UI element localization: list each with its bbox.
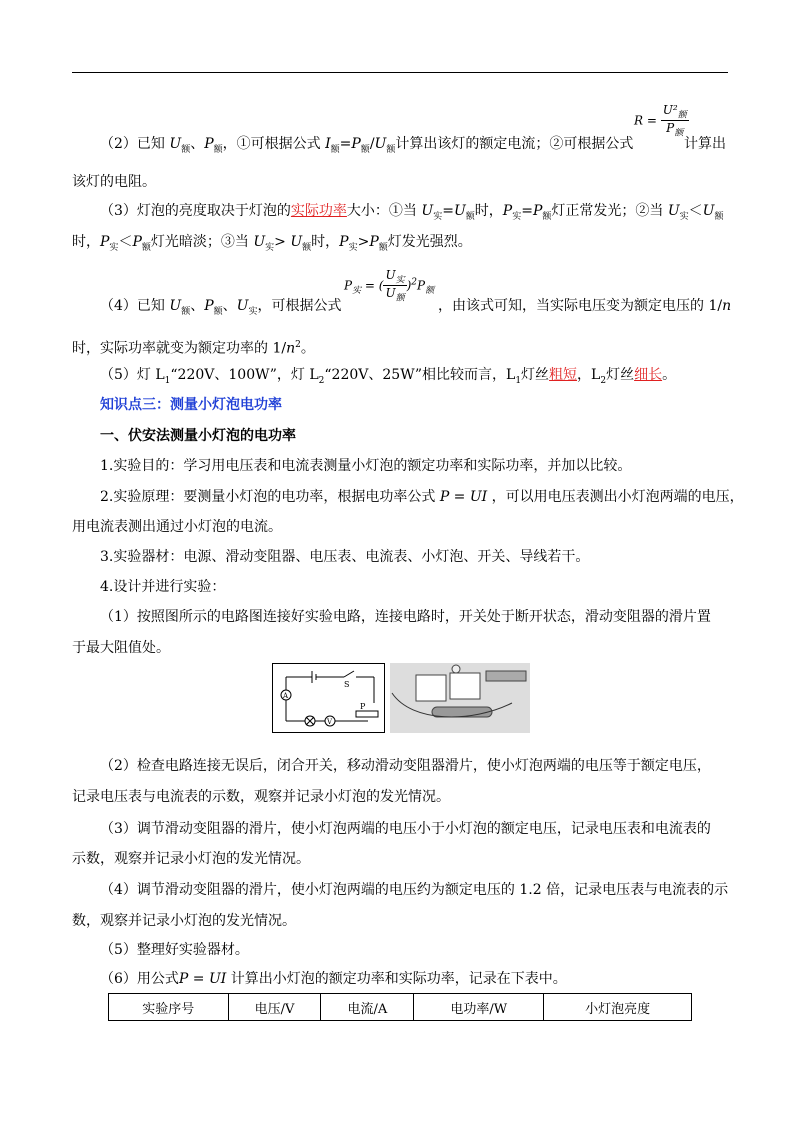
svg-text:P: P [360,702,366,711]
paragraph-2-line1: （2）已知 $U_额$、$P_额$，①可根据公式 $I_额=P_额/U_额$计算出该灯的额定电流；②可根据公式 [100,136,634,155]
table-header-cell: 小灯泡亮度 [544,994,692,1021]
data-table [108,993,692,1021]
circuit-diagram [272,663,530,733]
principle-line1: 2.实验原理：要测量小灯泡的电功率，根据电功率公式 P = UI ，可以用电压表测出小灯泡两端的电压， [100,489,744,505]
step-4-line1: （4）调节滑动变阻器的滑片，使小灯泡两端的电压约为额定电压的 1.2 倍，记录电压表与电流表的示 [100,882,729,898]
procedure-title: 4.设计并进行实验： [100,579,226,595]
svg-text:A: A [283,692,289,700]
equipment: 3.实验器材：电源、滑动变阻器、电压表、电流表、小灯泡、开关、导线若干。 [100,549,590,565]
paragraph-4-tail: ，由该式可知，当实际电压变为额定电压的 1/n [438,298,732,314]
paragraph-4-line1: （4）已知 $U_额$、$P_额$、$U_实$，可根据公式 [100,298,342,317]
table-header-cell: 电流/A [321,994,414,1021]
table-header-row [109,994,692,1021]
step-1-line1: （1）按照图所示的电路图连接好实验电路，连接电路时，开关处于断开状态，滑动变阻器的滑片置 [100,609,711,625]
step-5: （5）整理好实验器材。 [100,942,249,958]
table-header-cell: 电压/V [228,994,321,1021]
actual-power-formula: $P_实$ = ( $\frac{U_实}{U_额}$ )$^2P_额$ [344,268,435,304]
step-2-line2: 记录电压表与电流表的示数，观察并记录小灯泡的发光情况。 [72,789,450,805]
svg-text:S: S [344,680,350,689]
step-2-line1: （2）检查电路连接无误后，闭合开关，移动滑动变阻器滑片，使小灯泡两端的电压等于额定电压， [100,758,711,774]
step-1-line2: 于最大阻值处。 [72,640,170,656]
step-3-line1: （3）调节滑动变阻器的滑片，使小灯泡两端的电压小于小灯泡的额定电压，记录电压表和电流表的 [100,821,711,837]
step-3-line2: 示数，观察并记录小灯泡的发光情况。 [72,851,310,867]
principle-line2: 用电流表测出通过小灯泡的电流。 [72,519,282,535]
table-header-cell: 实验序号 [109,994,229,1021]
section-heading: 知识点三：测量小灯泡电功率 [100,397,282,413]
svg-text:V: V [327,718,333,726]
step-6: （6）用公式P = UI 计算出小灯泡的额定功率和实际功率，记录在下表中。 [100,971,567,987]
table-header-cell: 电功率/W [414,994,544,1021]
objective: 1.实验目的：学习用电压表和电流表测量小灯泡的额定功率和实际功率，并加以比较。 [100,458,632,474]
resistance-formula: R = $\frac{U^2_额}{P_额}$ [634,103,687,139]
paragraph-5: （5）灯 $L_1“220V$、100W”，灯 $L_2“220V$、25W”相比较而言，$L_1$灯丝粗短，$L_2$灯丝细长。 [100,367,677,386]
paragraph-3-line1: （3）灯泡的亮度取决于灯泡的实际功率大小：①当 $U_实=U_额$时，$P_实=P_额$灯正常发光；②当 $U_实<U_额$ [100,203,724,222]
step-4-line2: 数，观察并记录小灯泡的发光情况。 [72,913,296,929]
paragraph-2-tail: 计算出 [684,136,726,152]
paragraph-4-line2: 时，实际功率就变为额定功率的 $1/n^2$。 [72,340,315,357]
paragraph-3-line2: 时，$P_实<P_额$灯光暗淡；③当 $U_实> U_额$时，$P_实>P_额$灯发光强烈。 [72,234,472,253]
subsection-heading: 一、伏安法测量小灯泡的电功率 [100,428,296,444]
paragraph-2-line2: 该灯的电阻。 [72,174,156,190]
header-rule [72,72,728,73]
